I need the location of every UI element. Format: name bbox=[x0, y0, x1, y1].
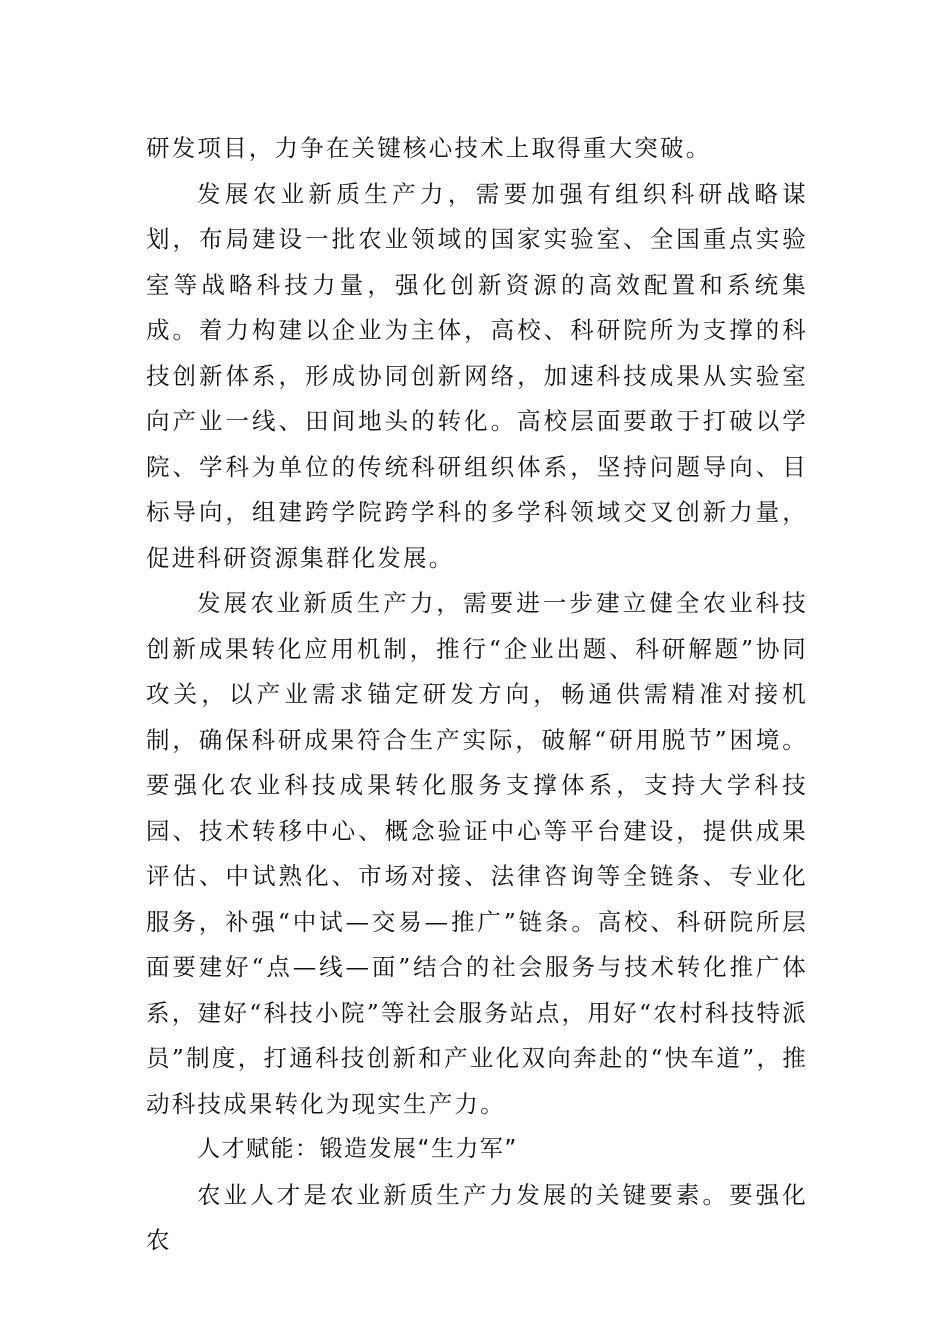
section-heading: 人才赋能：锻造发展“生力军” bbox=[197, 1136, 518, 1162]
document-page bbox=[146, 126, 808, 1264]
paragraph-tech-transfer: 发展农业新质生产力，需要进一步建立健全农业科技创新成果转化应用机制，推行“企业出题、科研解题”协同攻关，以产业需求锚定研发方向，畅通供需精准对接机制，确保科研成果符合生产实际，破解“研用脱节”困境。要强化农业科技成果转化服务支撑体系，支持大学科技园、技术转移中心、概念验证中心等平台建设，提供成果评估、中试熟化、市场对接、法律咨询等全链条、专业化服务，补强“中试—交易—推广”链条。高校、科研院所层面要建好“点—线—面”结合的社会服务与技术转化推广体系，建好“科技小院”等社会服务站点，用好“农村科技特派员”制度，打通科技创新和产业化双向奔赴的“快车道”，推动科技成果转化为现实生产力。 bbox=[146, 589, 808, 1118]
paragraph-research-strategy: 发展农业新质生产力，需要加强有组织科研战略谋划，布局建设一批农业领域的国家实验室、全国重点实验室等战略科技力量，强化创新资源的高效配置和系统集成。着力构建以企业为主体，高校、科研院所为支撑的科技创新体系，形成协同创新网络，加速科技成果从实验室向产业一线、田间地头的转化。高校层面要敢于打破以学院、学科为单位的传统科研组织体系，坚持问题导向、目标导向，组建跨学院跨学科的多学科领域交叉创新力量，促进科研资源集群化发展。 bbox=[146, 179, 808, 572]
paragraph-continuation: 研发项目，力争在关键核心技术上取得重大突破。 bbox=[146, 134, 712, 162]
paragraph-talent: 农业人才是农业新质生产力发展的关键要素。要强化农 bbox=[146, 1180, 808, 1254]
